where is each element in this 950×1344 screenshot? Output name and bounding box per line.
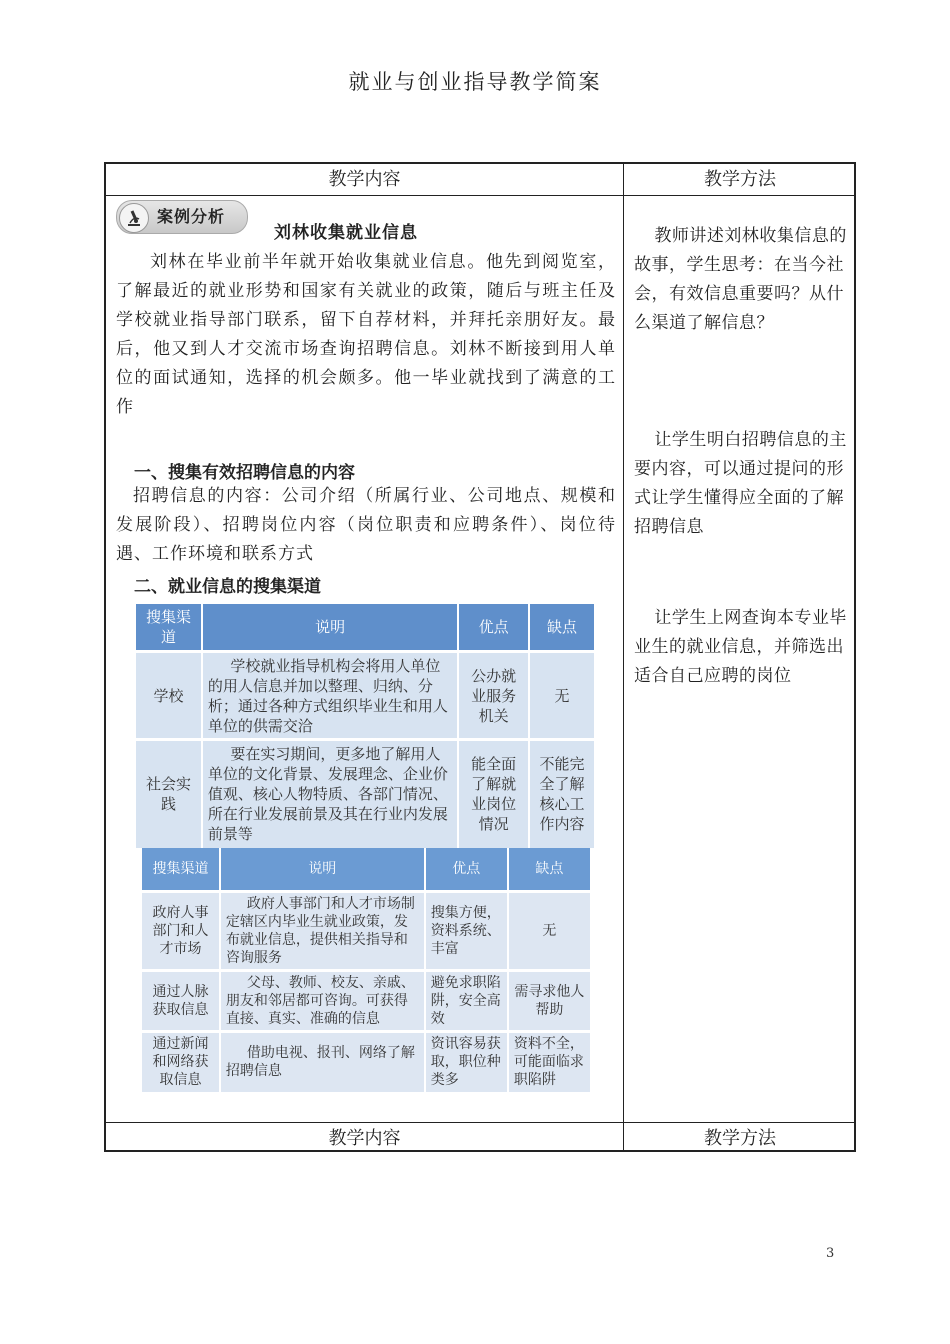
col-header: 缺点 (529, 604, 595, 652)
table-cell: 资讯容易获取，职位种类多 (425, 1032, 508, 1092)
header-teaching-method: 教学方法 (704, 1128, 776, 1149)
table-cell: 需寻求他人帮助 (508, 971, 591, 1032)
table-footer-row (106, 1122, 854, 1154)
table-header (142, 848, 591, 892)
table-row (136, 652, 595, 740)
col-header: 优点 (425, 848, 508, 892)
column-divider (623, 164, 624, 1150)
method-paragraph: 让学生明白招聘信息的主要内容，可以通过提问的形式让学生懂得应全面的了解招聘信息 (634, 430, 847, 537)
col-header: 说明 (202, 604, 458, 652)
col-header: 搜集渠道 (142, 848, 220, 892)
table-cell: 政府人事部门和人才市场 (142, 892, 220, 971)
table-cell: 无 (508, 892, 591, 971)
table-row (136, 740, 595, 848)
table-cell: 不能完全了解核心工作内容 (529, 740, 595, 848)
table-cell: 借助电视、报刊、网络了解招聘信息 (220, 1032, 425, 1092)
section-body-1: 招聘信息的内容：公司介绍（所属行业、公司地点、规模和发展阶段）、招聘岗位内容（岗位职责和应聘条件）、岗位待遇、工作环境和联系方式 (116, 486, 616, 564)
channels-table-2 (142, 848, 592, 1092)
page-number: 3 (826, 1246, 835, 1261)
table-cell: 学校就业指导机构会将用人单位的用人信息并加以整理、归纳、分析；通过各种方式组织毕业生和用人单位的供需交洽 (202, 652, 458, 740)
section-heading-2: 二、就业信息的搜集渠道 (134, 577, 321, 597)
table-cell: 搜集方便，资料系统、丰富 (425, 892, 508, 971)
table-cell: 通过新闻和网络获取信息 (142, 1032, 220, 1092)
table-row (142, 971, 591, 1032)
case-badge-label: 案例分析 (157, 207, 226, 226)
header-teaching-method: 教学方法 (704, 169, 776, 190)
table-cell: 公办就业服务机关 (458, 652, 529, 740)
table-row (142, 1032, 591, 1092)
table-cell: 通过人脉获取信息 (142, 971, 220, 1032)
header-teaching-content: 教学内容 (328, 169, 401, 190)
section-heading-1: 一、搜集有效招聘信息的内容 (134, 463, 355, 483)
col-header: 优点 (458, 604, 529, 652)
method-paragraph: 让学生上网查询本专业毕业生的就业信息，并筛选出适合自己应聘的岗位 (634, 608, 847, 686)
case-body: 刘林在毕业前半年就开始收集就业信息。他先到阅览室，了解最近的就业形势和国家有关就业的政策，随后与班主任及学校就业指导部门联系，留下自荐材料，并拜托亲朋好友。最后，他又到人才交流市场查询招聘信息。刘林不断接到用人单位的面试通知，选择的机会颇多。他一毕业就找到了满意的工作 (116, 252, 616, 417)
col-header: 说明 (220, 848, 425, 892)
table-cell: 政府人事部门和人才市场制定辖区内毕业生就业政策，发布就业信息，提供相关指导和咨询服务 (220, 892, 425, 971)
table-cell: 能全面了解就业岗位情况 (458, 740, 529, 848)
col-header: 缺点 (508, 848, 591, 892)
channels-table-1 (136, 604, 596, 848)
table-cell: 避免求职陷阱，安全高效 (425, 971, 508, 1032)
table-cell: 无 (529, 652, 595, 740)
table-cell: 父母、教师、校友、亲戚、朋友和邻居都可咨询。可获得直接、真实、准确的信息 (220, 971, 425, 1032)
header-teaching-content: 教学内容 (328, 1128, 401, 1149)
table-header (136, 604, 595, 652)
case-title: 刘林收集就业信息 (274, 223, 418, 243)
table-row (142, 892, 591, 971)
table-cell: 要在实习期间，更多地了解用人单位的文化背景、发展理念、企业价值观、核心人物特质、各部门情况、所在行业发展前景及其在行业内发展前景等 (202, 740, 458, 848)
col-header: 搜集渠道 (136, 604, 202, 652)
lesson-plan-table (104, 162, 856, 1152)
microscope-icon (119, 203, 149, 233)
page-title: 就业与创业指导教学简案 (348, 70, 602, 94)
method-paragraph: 教师讲述刘林收集信息的故事，学生思考：在当今社会，有效信息重要吗？从什么渠道了解信息？ (634, 226, 847, 333)
table-cell: 社会实践 (136, 740, 202, 848)
table-header-row (106, 164, 854, 196)
table-cell: 学校 (136, 652, 202, 740)
table-cell: 资料不全，可能面临求职陷阱 (508, 1032, 591, 1092)
case-analysis-badge (116, 200, 248, 234)
